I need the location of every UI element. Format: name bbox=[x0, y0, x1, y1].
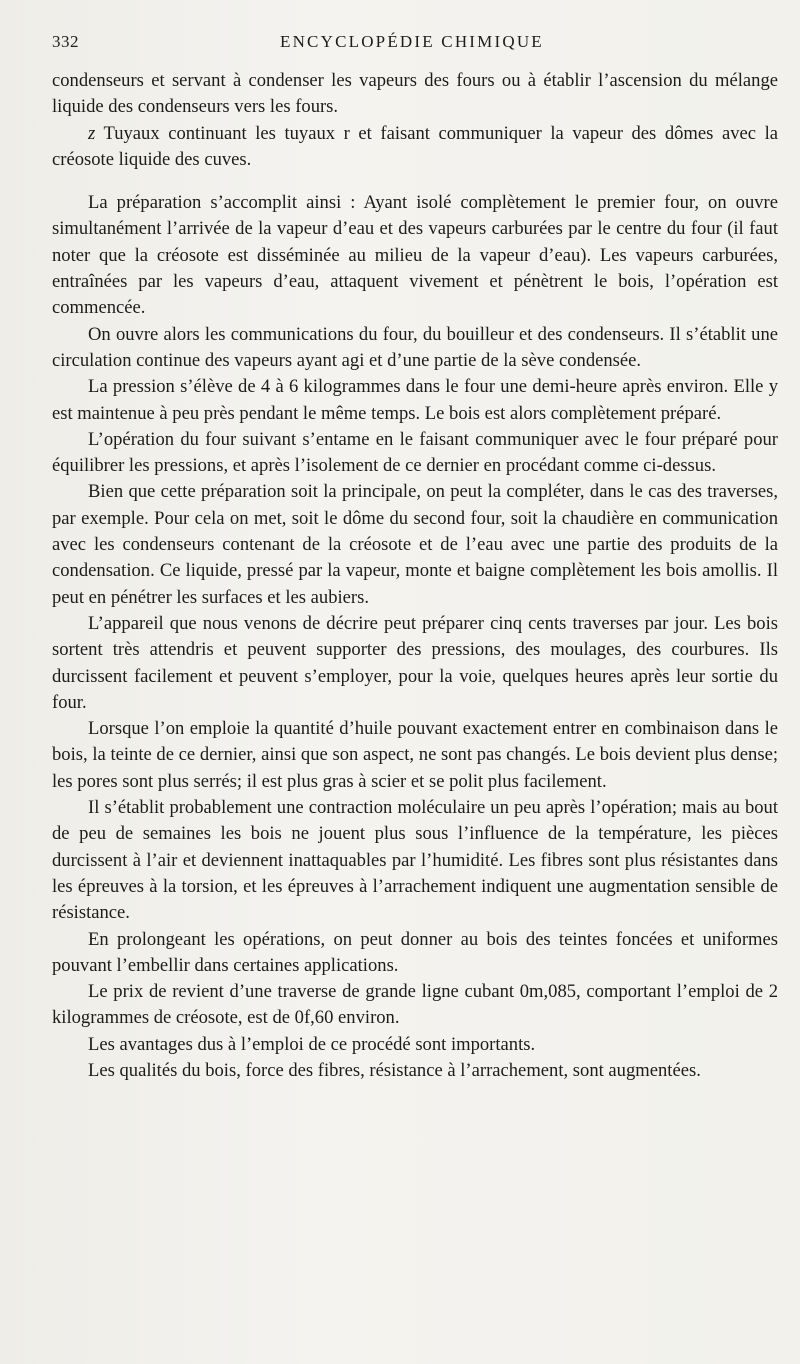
paragraph-qualites: Les qualités du bois, force des fibres, résistance à l’arrachement, sont augmentées. bbox=[88, 1059, 701, 1081]
paragraph-four-suivant: L’opération du four suivant s’entame en le faisant communiquer avec le four préparé pour équilibrer les pressions, et après l’isolement de ce dernier en procédant comme ci-dessus. bbox=[52, 428, 778, 477]
paragraph-contraction: Il s’établit probablement une contraction moléculaire un peu après l’opération; mais au bout de peu de semaines les bois ne jouent plus sous l’influence de la température, les pièces durcissent à l’air et deviennent inattaquables par l’humidité. Les fibres sont plus résistantes dans les épreuves à la torsion, et les épreuves à l’arrachement indiquent une augmentation sensible de résistance. bbox=[52, 797, 778, 924]
page-header bbox=[52, 32, 778, 56]
paragraph-prix: Le prix de revient d’une traverse de grande ligne cubant 0m,085, comportant l’emploi de 2 kilogrammes de créosote, est de 0f,60 environ. bbox=[52, 981, 778, 1029]
legend-key-z: z bbox=[88, 122, 96, 144]
legend-text-z: Tuyaux continuant les tuyaux r et faisant communiquer la vapeur des dômes avec la créosote liquide des cuves. bbox=[52, 122, 778, 170]
paragraph-preparation: La préparation s’accomplit ainsi : Ayant isolé complètement le premier four, on ouvre simultanément l’arrivée de la vapeur d’eau et des vapeurs carburées par le centre du four (il faut noter que la créosote est disséminée au milieu de la vapeur d’eau). Les vapeurs carburées, entraînées par les vapeurs d’eau, attaquent vivement et pénètrent le bois, l’opération est commencée. bbox=[52, 192, 778, 319]
page-number: 332 bbox=[52, 32, 79, 51]
paragraph-teintes: En prolongeant les opérations, on peut donner au bois des teintes foncées et uniformes pouvant l’embellir dans certaines applications. bbox=[52, 928, 778, 976]
paragraph-avantages: Les avantages dus à l’emploi de ce procédé sont importants. bbox=[88, 1033, 536, 1055]
body-text bbox=[52, 68, 778, 1084]
paragraph-continuation: condenseurs et servant à condenser les vapeurs des fours ou à établir l’ascension du mélange liquide des condenseurs vers les fours. bbox=[52, 70, 778, 118]
paragraph-traverses: Bien que cette préparation soit la principale, on peut la compléter, dans le cas des traverses, par exemple. Pour cela on met, soit le dôme du second four, soit la chaudière en communication avec les condenseurs contenant de la créosote et de l’eau avec une partie des produits de la condensation. Ce liquide, pressé par la vapeur, monte et baigne complètement les bois amollis. Il peut en pénétrer les surfaces et les aubiers. bbox=[52, 481, 778, 608]
running-title: ENCYCLOPÉDIE CHIMIQUE bbox=[280, 32, 544, 51]
paragraph-pression: La pression s’élève de 4 à 6 kilogrammes dans le four une demi-heure après environ. Elle y est maintenue à peu près pendant le même temps. Le bois est alors complètement préparé. bbox=[52, 376, 778, 424]
paragraph-legend-z bbox=[52, 121, 778, 174]
paragraph-huile: Lorsque l’on emploie la quantité d’huile pouvant exactement entrer en combinaison dans le bois, la teinte de ce dernier, ainsi que son aspect, ne sont pas changés. Le bois devient plus dense; les pores sont plus serrés; il est plus gras à scier et se polit plus facilement. bbox=[52, 718, 778, 792]
paragraph-appareil: L’appareil que nous venons de décrire peut préparer cinq cents traverses par jour. Les bois sortent très attendris et peuvent supporter des pressions, des moulages, des courbures. Ils durcissent facilement et peuvent s’employer, pour la voie, quelques heures après leur sortie du four. bbox=[52, 612, 778, 713]
paragraph-communications: On ouvre alors les communications du four, du bouilleur et des condenseurs. Il s’établit une circulation continue des vapeurs ayant agi et d’une partie de la sève condensée. bbox=[52, 323, 778, 371]
